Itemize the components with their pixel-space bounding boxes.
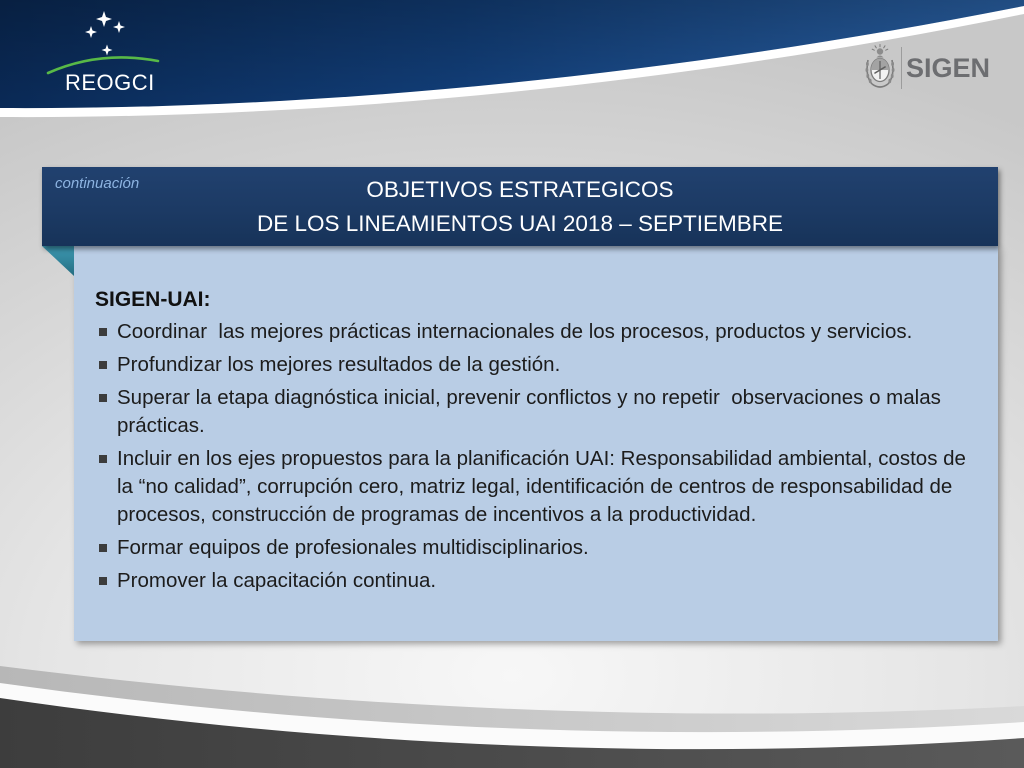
bullet-text-line: Profundizar los mejores resultados de la gestión. [117, 353, 561, 376]
square-bullet-icon [99, 361, 107, 369]
title-bar-fold [42, 246, 74, 276]
logo-divider [901, 47, 902, 89]
bullet-text-line: Incluir en los ejes propuestos para la planificación UAI: Responsabilidad ambiental, costos de [117, 447, 966, 470]
sigen-logo-text: SIGEN [906, 53, 991, 83]
bullet-item [74, 384, 998, 440]
content-heading: SIGEN-UAI: [95, 288, 211, 311]
square-bullet-icon [99, 394, 107, 402]
reogci-logo-text: REOGCI [65, 70, 155, 95]
bullet-text-line: Formar equipos de profesionales multidisciplinarios. [117, 536, 589, 559]
bullet-text-line: procesos, construcción de programas de incentivos a la productividad. [117, 503, 757, 526]
bullet-text-line: la “no calidad”, corrupción cero, matriz legal, identificación de centros de responsabilidad de [117, 475, 953, 498]
square-bullet-icon [99, 577, 107, 585]
bullet-item [74, 445, 998, 529]
bullet-text-line: Coordinar las mejores prácticas internacionales de los procesos, productos y servicios. [117, 320, 913, 343]
bullet-list [74, 318, 998, 600]
square-bullet-icon [99, 328, 107, 336]
slide-title [42, 173, 998, 241]
content-box [74, 246, 998, 641]
footer-swoosh [0, 640, 1024, 768]
title-bar [42, 167, 998, 246]
bullet-text-line: prácticas. [117, 414, 205, 437]
coat-of-arms-icon [864, 44, 896, 92]
bullet-text-line: Superar la etapa diagnóstica inicial, prevenir conflictos y no repetir observaciones o malas [117, 386, 941, 409]
bullet-item [74, 534, 998, 562]
square-bullet-icon [99, 455, 107, 463]
bullet-text-line: Promover la capacitación continua. [117, 569, 437, 592]
slide-title-line: OBJETIVOS ESTRATEGICOS [366, 177, 674, 202]
bullet-item [74, 567, 998, 595]
bullet-item [74, 318, 998, 346]
bullet-item [74, 351, 998, 379]
continuation-tag: continuación [55, 175, 140, 192]
slide-title-line: DE LOS LINEAMIENTOS UAI 2018 – SEPTIEMBRE [256, 211, 783, 236]
square-bullet-icon [99, 544, 107, 552]
